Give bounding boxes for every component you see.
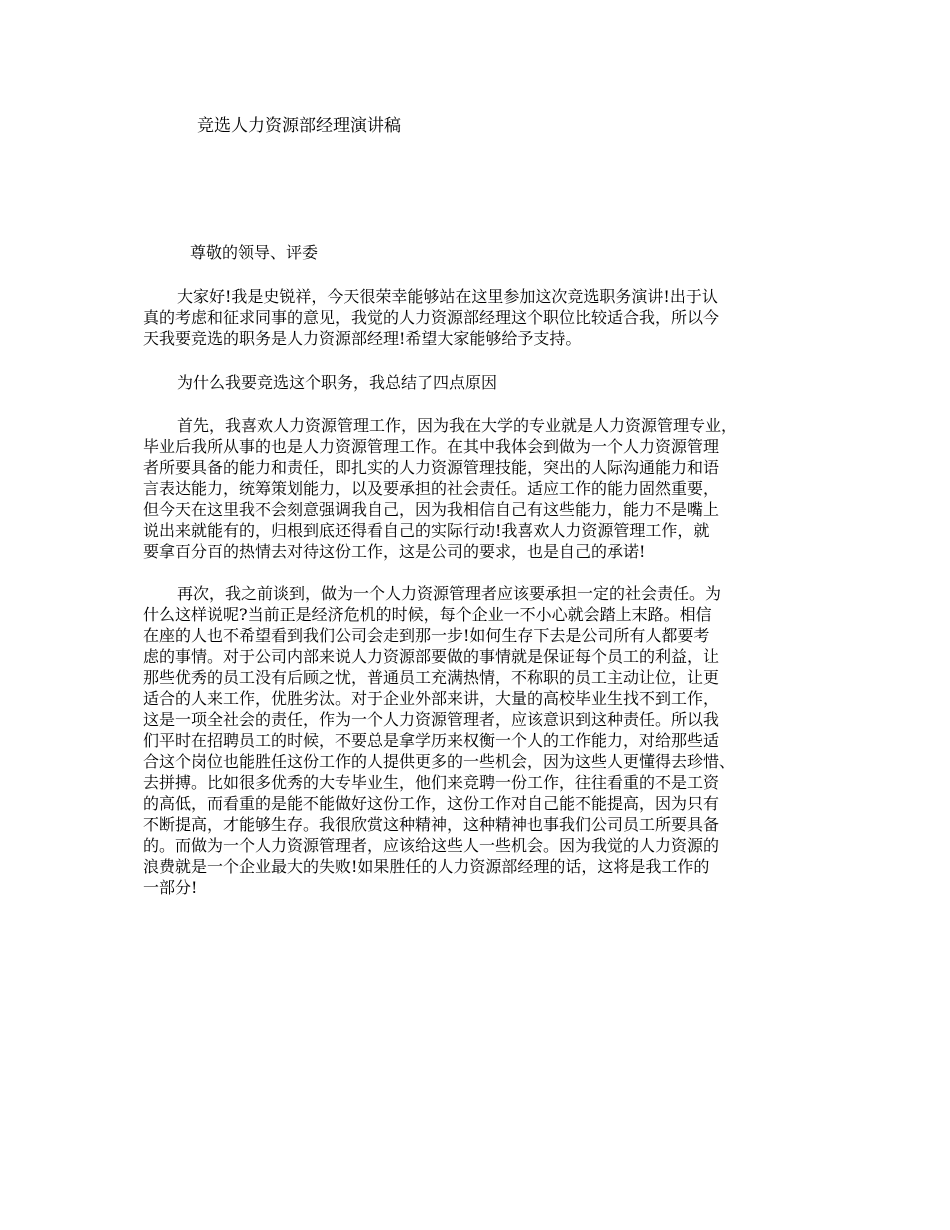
paragraph-4-line-10: 去拼搏。比如很多优秀的大专毕业生，他们来竞聘一份工作，往往看重的不是工资 (143, 773, 720, 792)
paragraph-3-line-6: 说出来就能有的，归根到底还得看自己的实际行动!我喜欢人力资源管理工作，就 (143, 521, 710, 540)
paragraph-3-line-3: 者所要具备的能力和责任，即扎实的人力资源管理技能，突出的人际沟通能力和语 (143, 458, 720, 477)
paragraph-4-line-1: 再次，我之前谈到，做为一个人力资源管理者应该要承担一定的社会责任。为 (177, 584, 722, 603)
paragraph-4-line-7: 这是一项全社会的责任，作为一个人力资源管理者，应该意识到这种责任。所以我 (143, 710, 720, 729)
paragraph-4-line-15: 一部分! (143, 878, 198, 897)
paragraph-3-line-4: 言表达能力，统筹策划能力，以及要承担的社会责任。适应工作的能力固然重要， (143, 479, 720, 498)
salutation: 尊敬的领导、评委 (190, 243, 319, 262)
paragraph-1-line-1: 大家好!我是史锐祥，今天很荣幸能够站在这里参加这次竞选职务演讲!出于认 (177, 287, 718, 306)
paragraph-4-line-2: 什么这样说呢?当前正是经济危机的时候，每个企业一不小心就会踏上末路。相信 (143, 605, 712, 624)
paragraph-4-line-11: 的高低，而看重的是能不能做好这份工作，这份工作对自己能不能提高，因为只有 (143, 794, 720, 813)
paragraph-3-line-2: 毕业后我所从事的也是人力资源管理工作。在其中我体会到做为一个人力资源管理 (143, 437, 720, 456)
paragraph-4-line-12: 不断提高，才能够生存。我很欣赏这种精神，这种精神也事我们公司员工所要具备 (143, 815, 720, 834)
document-title: 竞选人力资源部经理演讲稿 (197, 116, 401, 136)
paragraph-4-line-13: 的。而做为一个人力资源管理者，应该给这些人一些机会。因为我觉的人力资源的 (143, 836, 720, 855)
paragraph-2-line-1: 为什么我要竞选这个职务，我总结了四点原因 (177, 373, 498, 392)
paragraph-4-line-3: 在座的人也不希望看到我们公司会走到那一步!如何生存下去是公司所有人都要考 (143, 626, 710, 645)
paragraph-4-line-9: 合这个岗位也能胜任这份工作的人提供更多的一些机会，因为这些人更懂得去珍惜、 (143, 752, 736, 771)
paragraph-3-line-7: 要拿百分百的热情去对待这份工作，这是公司的要求，也是自己的承诺! (143, 542, 646, 561)
paragraph-1-line-3: 天我要竞选的职务是人力资源部经理!希望大家能够给予支持。 (143, 329, 582, 348)
paragraph-4-line-4: 虑的事情。对于公司内部来说人力资源部要做的事情就是保证每个员工的利益，让 (143, 647, 720, 666)
paragraph-4-line-5: 那些优秀的员工没有后顾之忧，普通员工充满热情，不称职的员工主动让位，让更 (143, 668, 720, 687)
paragraph-3-line-1: 首先，我喜欢人力资源管理工作，因为我在大学的专业就是人力资源管理专业， (177, 416, 738, 435)
paragraph-3-line-5: 但今天在这里我不会刻意强调我自己，因为我相信自己有这些能力，能力不是嘴上 (143, 500, 720, 519)
paragraph-4-line-14: 浪费就是一个企业最大的失败!如果胜任的人力资源部经理的话，这将是我工作的 (143, 857, 710, 876)
paragraph-1-line-2: 真的考虑和征求同事的意见，我觉的人力资源部经理这个职位比较适合我，所以今 (143, 308, 720, 327)
paragraph-4-line-6: 适合的人来工作，优胜劣汰。对于企业外部来讲，大量的高校毕业生找不到工作， (143, 689, 720, 708)
paragraph-4-line-8: 们平时在招聘员工的时候，不要总是拿学历来权衡一个人的工作能力，对给那些适 (143, 731, 720, 750)
